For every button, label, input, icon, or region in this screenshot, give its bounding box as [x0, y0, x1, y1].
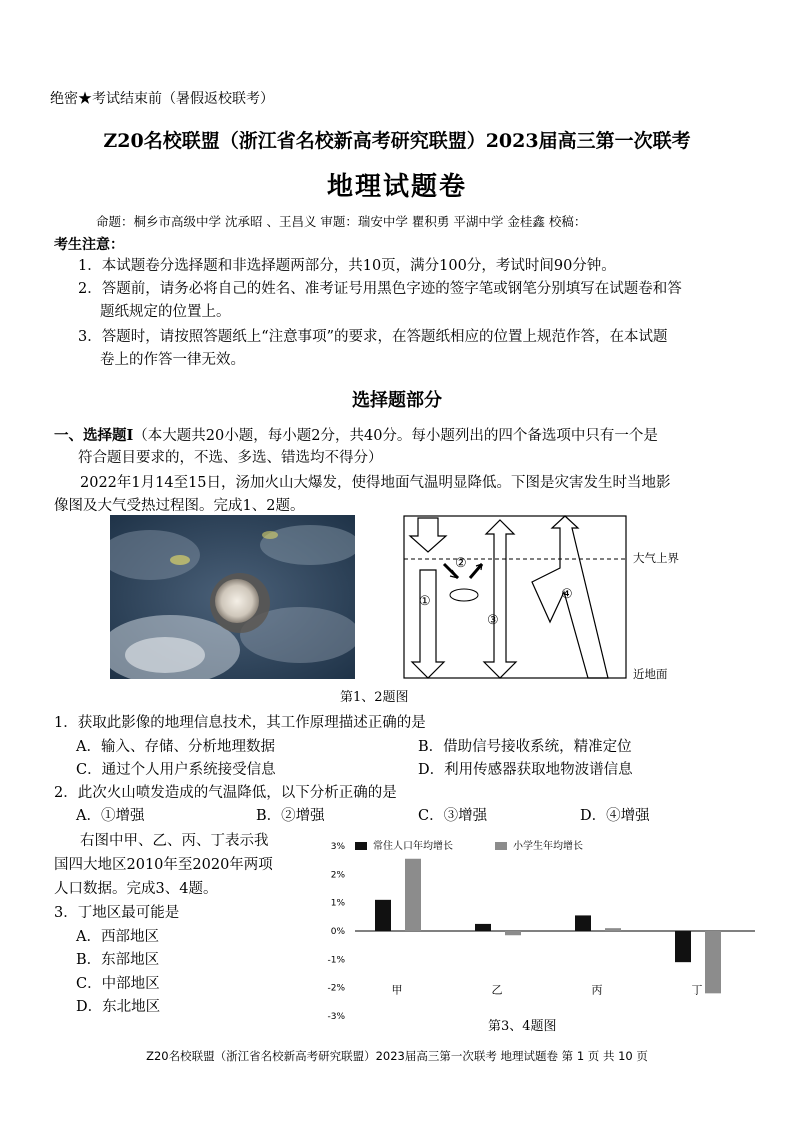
y-tick-label: -1%: [327, 955, 345, 966]
q2-option-b[interactable]: B．②增强: [256, 808, 325, 824]
legend-swatch: [355, 842, 367, 850]
satellite-image: [110, 515, 355, 679]
page-footer: Z20名校联盟（浙江省名校新高考研究联盟）2023届高三第一次联考 地理试题卷 第 1 页 共 10 页: [146, 1049, 648, 1063]
legend-label: 小学生年均增长: [513, 841, 583, 852]
passage2-line3: 人口数据。完成3、4题。: [54, 881, 218, 897]
passage2-line1: 右图中甲、乙、丙、丁表示我: [80, 833, 269, 849]
part1-desc-cont: 符合题目要求的，不选、多选、错选均不得分）: [78, 450, 383, 466]
q1-option-d[interactable]: D．利用传感器获取地物波谱信息: [418, 762, 633, 778]
passage1-line1: 2022年1月14至15日，汤加火山大爆发，使得地面气温明显降低。下图是灾害发生时当地影: [80, 475, 671, 491]
figure-caption-3-4: 第3、4题图: [488, 1019, 557, 1034]
notice-item-1: 1．本试题卷分选择题和非选择题两部分，共10页，满分100分，考试时间90分钟。: [78, 258, 616, 274]
bar-pupil: [405, 859, 421, 931]
bar-pupil: [605, 928, 621, 931]
legend-swatch: [495, 842, 507, 850]
q2-option-a[interactable]: A．①增强: [76, 808, 145, 824]
q2-option-d[interactable]: D．④增强: [580, 808, 650, 824]
q3-option-b[interactable]: B．东部地区: [76, 952, 160, 968]
y-tick-label: -2%: [327, 983, 345, 994]
y-tick-label: 1%: [330, 898, 345, 909]
y-tick-label: 0%: [330, 927, 345, 937]
section-heading: 选择题部分: [352, 390, 442, 411]
notice-item-3: 3．答题时，请按照答题纸上“注意事项”的要求，在答题纸相应的位置上规范作答，在本试题: [78, 329, 668, 345]
bar-resident: [375, 900, 391, 931]
upper-atmosphere-label: 大气上界: [633, 551, 679, 565]
bar-resident: [675, 931, 691, 962]
bar-resident: [475, 924, 491, 931]
bar-pupil: [505, 931, 521, 935]
q1-option-c[interactable]: C．通过个人用户系统接受信息: [76, 762, 276, 778]
q1-option-a[interactable]: A．输入、存储、分析地理数据: [76, 739, 275, 755]
subject-title: 地理试题卷: [326, 172, 467, 202]
y-tick-label: 2%: [330, 870, 345, 881]
figure-caption-1-2: 第1、2题图: [340, 690, 409, 705]
category-label: 丁: [691, 983, 703, 997]
exam-title: Z20名校联盟（浙江省名校新高考研究联盟）2023届高三第一次联考: [103, 130, 691, 152]
q3-option-a[interactable]: A．西部地区: [76, 929, 159, 945]
arrow-label-1: ①: [419, 594, 431, 609]
population-chart: [305, 836, 760, 1026]
y-tick-label: -3%: [327, 1012, 345, 1022]
notice-item-2: 2．答题前，请务必将自己的姓名、准考证号用黑色字迹的签字笔或钢笔分别填写在试题卷和答: [78, 281, 682, 297]
setters-line: 命题：桐乡市高级中学 沈承昭 、王昌义 审题：瑞安中学 瞿积勇 平湖中学 金桂鑫 校稿：: [96, 214, 587, 229]
secret-label: 绝密★考试结束前（暑假返校联考）: [50, 91, 274, 107]
passage1-line2: 像图及大气受热过程图。完成1、2题。: [54, 498, 305, 514]
atmosphere-heating-diagram: [400, 512, 700, 684]
arrow-label-2: ②: [455, 556, 467, 571]
y-tick-label: 3%: [330, 842, 345, 852]
q1-option-b[interactable]: B．借助信号接收系统，精准定位: [418, 739, 632, 755]
notice-heading: 考生注意：: [54, 237, 124, 253]
q2-stem: 2．此次火山喷发造成的气温降低，以下分析正确的是: [54, 785, 397, 801]
arrow-label-4: ④: [561, 587, 573, 602]
part1-desc: （本大题共20小题，每小题2分，共40分。每小题列出的四个备选项中只有一个是: [133, 428, 658, 444]
q1-stem: 1．获取此影像的地理信息技术，其工作原理描述正确的是: [54, 715, 426, 731]
category-label: 乙: [491, 983, 503, 997]
category-label: 甲: [391, 983, 403, 997]
notice-item-2-cont: 题纸规定的位置上。: [100, 304, 231, 320]
q2-option-c[interactable]: C．③增强: [418, 808, 488, 824]
arrow-label-3: ③: [487, 613, 499, 628]
legend-label: 常住人口年均增长: [373, 841, 453, 852]
q3-option-c[interactable]: C．中部地区: [76, 976, 160, 992]
category-label: 丙: [591, 983, 603, 997]
part1-heading: [54, 424, 658, 445]
q3-stem: 3．丁地区最可能是: [54, 905, 180, 921]
passage2-line2: 国四大地区2010年至2020年两项: [54, 857, 273, 873]
bar-resident: [575, 915, 591, 931]
bar-pupil: [705, 931, 721, 993]
part1-title: 一、选择题Ⅰ: [54, 427, 134, 444]
q3-option-d[interactable]: D．东北地区: [76, 999, 161, 1015]
notice-item-3-cont: 卷上的作答一律无效。: [100, 352, 245, 368]
ground-label: 近地面: [633, 667, 668, 681]
population-chart-svg: [305, 836, 760, 1026]
